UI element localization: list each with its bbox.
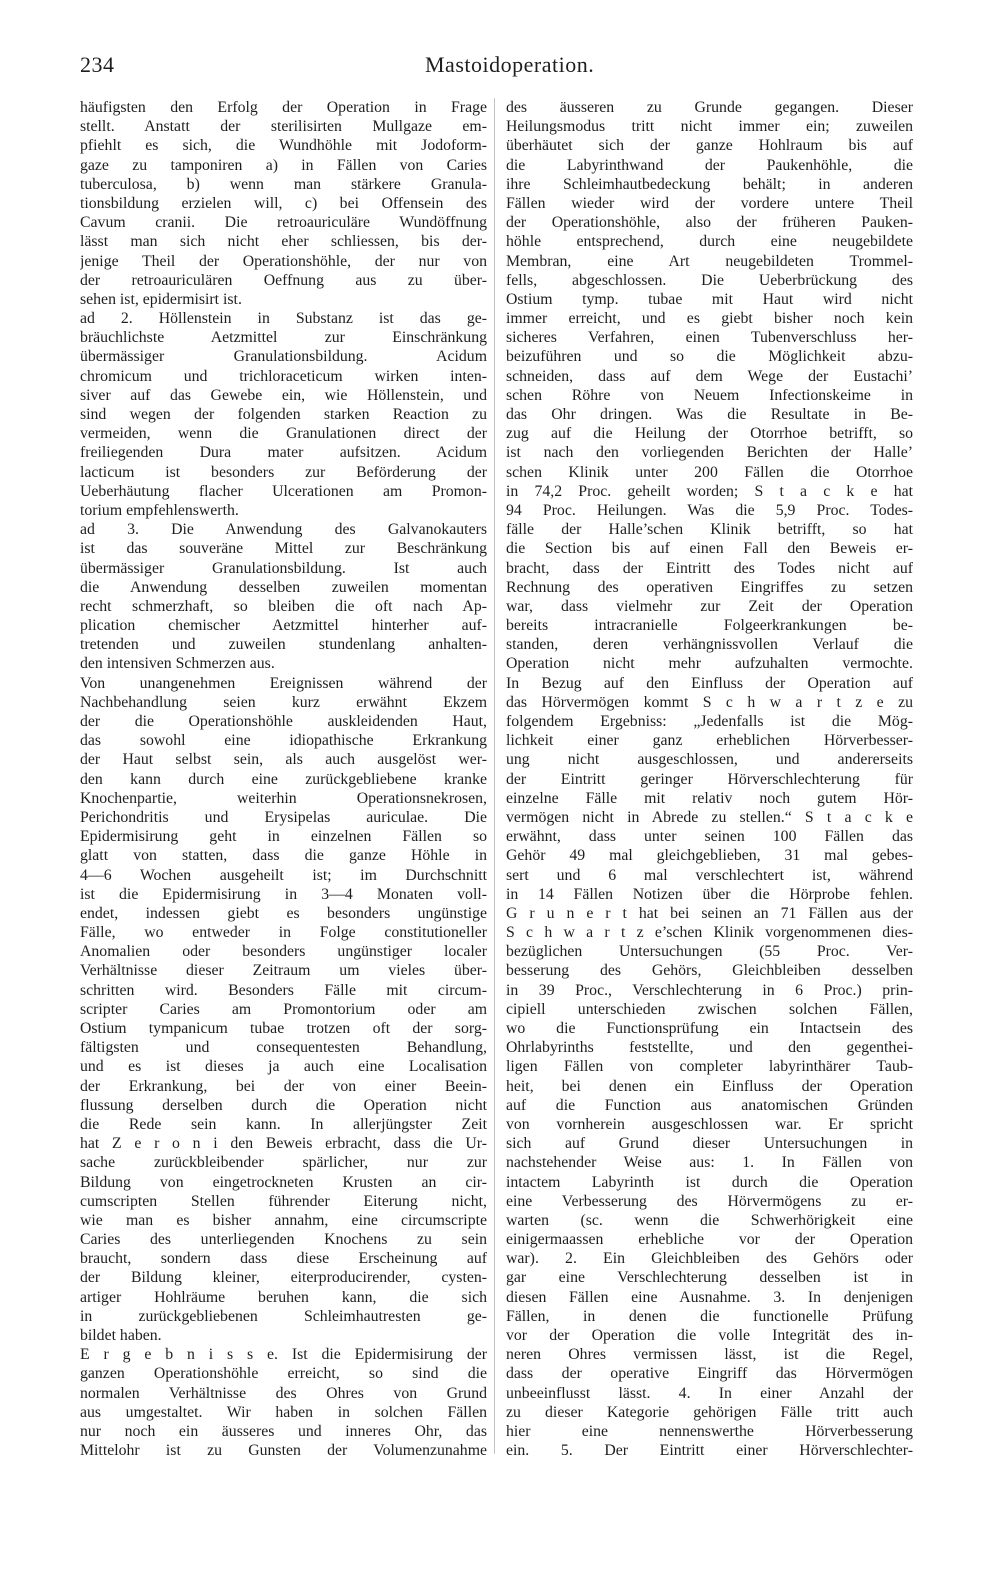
text-line: In Bezug auf den Einfluss der Operation auf xyxy=(506,674,913,692)
text-line: übermässiger Granulationsbildung. Acidum xyxy=(80,348,487,366)
text-line: Fällen, in denen die functionelle Prüfung xyxy=(506,1307,913,1325)
text-line: aus umgestaltet. Wir haben in solchen Fällen xyxy=(80,1403,487,1421)
text-line: der retroauriculären Oeffnung aus zu über- xyxy=(80,271,487,289)
text-line: von vornherein ausgeschlossen war. Er spricht xyxy=(506,1115,913,1133)
text-line: bezüglichen Untersuchungen (55 Proc. Ver- xyxy=(506,943,913,961)
text-line: bräuchlichste Aetzmittel zur Einschränkung xyxy=(80,329,487,347)
text-line: freiliegenden Dura mater aufsitzen. Acidum xyxy=(80,444,487,462)
text-line: ligen Fällen von completer labyrinthärer Taub- xyxy=(506,1058,913,1076)
text-line: in 74,2 Proc. geheilt worden; S t a c k e hat xyxy=(506,482,913,500)
text-line: scripter Caries am Promontorium oder am xyxy=(80,1000,487,1018)
text-line: siver auf das Gewebe ein, wie Höllenstein, und xyxy=(80,386,487,404)
text-line: cipiell unterschieden zwischen solchen Fällen, xyxy=(506,1000,913,1018)
text-line: G r u n e r t hat bei seinen an 71 Fällen aus der xyxy=(506,904,913,922)
text-line: folgendem Ergebniss: „Jedenfalls ist die Mög- xyxy=(506,713,913,730)
text-line: die Rede sein kann. In allerjüngster Zeit xyxy=(80,1115,487,1133)
text-line: Cavum cranii. Die retroauriculäre Wundöffnung xyxy=(80,214,487,232)
text-line: zug auf die Heilung der Otorrhoe betrifft, so xyxy=(506,425,913,443)
text-line: der Operationshöhle, also der früheren Pauken- xyxy=(506,214,913,232)
text-line: das Ohr dringen. Was die Resultate in Be- xyxy=(506,406,913,423)
right-text-column xyxy=(506,98,913,1478)
text-line: beizuführen und so die Möglichkeit abzu- xyxy=(506,348,913,366)
text-line: sehen ist, epidermisirt ist. xyxy=(80,290,242,308)
text-line: nachstehender Weise aus: 1. In Fällen von xyxy=(506,1154,913,1172)
text-line: ist nach den vorliegenden Berichten der Halle’ xyxy=(506,444,913,462)
text-line: Membran, eine Art neugebildeten Trommel- xyxy=(506,252,913,270)
text-line: in zurückgebliebenen Schleimhautresten ge- xyxy=(80,1307,487,1325)
text-line: überhäutet sich der ganze Hohlraum bis auf xyxy=(506,137,913,155)
text-line: immer erreicht, und es giebt bisher noch kein xyxy=(506,310,913,328)
text-line: sind wegen der folgenden starken Reaction zu xyxy=(80,406,487,423)
text-line: diesen Fällen eine Ausnahme. 3. In denjenigen xyxy=(506,1288,913,1306)
text-line: ung nicht ausgeschlossen, und andererseits xyxy=(506,751,913,769)
text-line: fälle der Halle’schen Klinik betrifft, so hat xyxy=(506,521,913,539)
text-line: warten (sc. wenn die Schwerhörigkeit eine xyxy=(506,1211,913,1229)
text-line: tretenden und zuweilen stundenlang anhalten- xyxy=(80,636,487,654)
text-line: vermögen nicht in Abrede zu stellen.“ S t a c k e xyxy=(506,808,913,826)
text-line: 94 Proc. Heilungen. Was die 5,9 Proc. Todes- xyxy=(506,501,913,519)
text-line: häufigsten den Erfolg der Operation in Frage xyxy=(80,99,487,116)
text-line: neren Ohres vermissen lässt, ist die Regel, xyxy=(506,1346,913,1364)
text-line: übermässiger Granulationsbildung. Ist auch xyxy=(80,559,487,577)
text-line: plication chemischer Aetzmittel hinterher auf- xyxy=(80,617,487,635)
text-line: ein. 5. Der Eintritt einer Hörverschlechter- xyxy=(506,1442,913,1460)
text-line: erwähnt, dass unter seinen 100 Fällen das xyxy=(506,828,913,846)
text-line: den kann durch eine zurückgebliebene kranke xyxy=(80,770,487,788)
text-line: chromicum und trichloraceticum wirken inten- xyxy=(80,367,487,385)
text-line: gaze zu tamponiren a) in Fällen von Caries xyxy=(80,156,487,174)
text-line: schen Klinik unter 200 Fällen die Otorrhoe xyxy=(506,463,913,481)
page-header xyxy=(80,52,910,86)
text-line: ist das souveräne Mittel zur Beschränkung xyxy=(80,540,487,558)
text-line: dass der operative Eingriff das Hörvermögen xyxy=(506,1365,913,1383)
text-line: schneiden, dass auf dem Wege der Eustachi’ xyxy=(506,367,913,385)
text-line: jenige Theil der Operationshöhle, der nur von xyxy=(80,252,487,270)
text-line: E r g e b n i s s e. Ist die Epidermisirung der xyxy=(80,1346,487,1364)
text-line: stellt. Anstatt der sterilisirten Mullgaze em- xyxy=(80,118,487,136)
text-line: normalen Verhältnisse des Ohres von Grund xyxy=(80,1384,487,1402)
text-line: ist die Epidermisirung in 3—4 Monaten voll- xyxy=(80,885,487,903)
text-line: Operation nicht mehr aufzuhalten vermochte. xyxy=(506,655,913,673)
text-line: sich auf Grund dieser Untersuchungen in xyxy=(506,1135,913,1153)
text-line: wie man es bisher annahm, eine circumscripte xyxy=(80,1211,487,1229)
text-line: Caries des unterliegenden Knochens zu sein xyxy=(80,1231,487,1249)
text-line: Fälle, wo entweder in Folge constitutioneller xyxy=(80,924,487,942)
text-line: die Labyrinthwand der Paukenhöhle, die xyxy=(506,156,913,174)
text-line: S c h w a r t z e’schen Klinik vorgenommenen dies- xyxy=(506,924,913,942)
text-line: das Hörvermögen kommt S c h w a r t z e zu xyxy=(506,693,913,711)
text-line: tuberculosa, b) wenn man stärkere Granula- xyxy=(80,175,487,193)
text-line: der Eintritt geringer Hörverschlechterung für xyxy=(506,770,913,788)
text-line: wo die Functionsprüfung ein Intactsein des xyxy=(506,1020,913,1037)
text-line: torium empfehlenswerth. xyxy=(80,501,239,519)
text-line: braucht, sondern dass diese Erscheinung auf xyxy=(80,1250,487,1268)
text-line: hier eine nennenswerthe Hörverbesserung xyxy=(506,1422,913,1440)
text-line: war, dass vielmehr zur Zeit der Operation xyxy=(506,597,913,615)
text-line: fältigsten und consequentesten Behandlung, xyxy=(80,1039,487,1057)
text-line: einzelne Fälle mit relativ noch gutem Hör- xyxy=(506,789,913,807)
text-line: hat Z e r o n i den Beweis erbracht, dass die Ur- xyxy=(80,1135,487,1153)
text-line: Ohrlabyrinths feststellte, und den gegenthei- xyxy=(506,1039,913,1057)
text-line: intactem Labyrinth ist durch die Operation xyxy=(506,1173,913,1191)
text-line: Heilungsmodus tritt nicht immer ein; zuweilen xyxy=(506,118,913,136)
text-line: Ueberhäutung flacher Ulcerationen am Promon- xyxy=(80,482,487,500)
text-line: der Haut selbst sein, als auch ausgelöst wer- xyxy=(80,751,487,769)
text-line: Ostium tympanicum tubae trotzen oft der sorg- xyxy=(80,1020,487,1037)
text-line: standen, deren verhängnissvollen Verlauf die xyxy=(506,636,913,654)
text-line: tionsbildung erzielen will, c) bei Offensein des xyxy=(80,194,487,212)
text-line: nur noch ein äusseres und inneres Ohr, das xyxy=(80,1422,487,1440)
text-line: ganzen Operationshöhle erreicht, so sind die xyxy=(80,1365,487,1383)
text-line: Epidermisirung geht in einzelnen Fällen so xyxy=(80,828,487,846)
text-line: Fällen wieder wird der vordere untere Theil xyxy=(506,194,913,212)
text-line: zu dieser Kategorie gehörigen Fälle tritt auch xyxy=(506,1403,913,1421)
text-line: Anomalien oder besonders ungünstiger localer xyxy=(80,943,487,961)
text-line: Gehör 49 mal gleichgeblieben, 31 mal gebes- xyxy=(506,847,913,865)
text-line: 4—6 Wochen ausgeheilt ist; im Durchschnitt xyxy=(80,866,487,884)
text-line: und es ist dieses ja auch eine Localisation xyxy=(80,1058,487,1076)
text-line: ad 3. Die Anwendung des Galvanokauters xyxy=(80,521,487,539)
text-line: artiger Hohlräume beruhen kann, die sich xyxy=(80,1288,487,1306)
text-line: Nachbehandlung seien kurz erwähnt Ekzem xyxy=(80,693,487,711)
text-line: war). 2. Ein Gleichbleiben des Gehörs oder xyxy=(506,1250,913,1268)
text-line: cumscripten Stellen führender Eiterung nicht, xyxy=(80,1192,487,1210)
text-line: fells, abgeschlossen. Die Ueberbrückung des xyxy=(506,271,913,289)
text-line: der die Operationshöhle auskleidenden Haut, xyxy=(80,713,487,730)
text-line: sert und 6 mal verschlechtert ist, während xyxy=(506,866,913,884)
text-line: Mittelohr ist zu Gunsten der Volumenzunahme xyxy=(80,1442,487,1460)
text-line: die Section bis auf einen Fall den Beweis er- xyxy=(506,540,913,558)
text-line: sicheres Verfahren, einen Tubenverschluss her- xyxy=(506,329,913,347)
text-line: heit, bei denen ein Einfluss der Operation xyxy=(506,1077,913,1095)
text-line: einigermaassen erhebliche vor der Operation xyxy=(506,1231,913,1249)
text-line: höhle entsprechend, durch eine neugebildete xyxy=(506,233,913,251)
text-line: Verhältnisse dieser Zeitraum um vieles über- xyxy=(80,962,487,980)
text-line: ad 2. Höllenstein in Substanz ist das ge- xyxy=(80,310,487,328)
text-line: sache zurückbleibender spärlicher, nur zur xyxy=(80,1154,487,1172)
text-line: pfiehlt es sich, die Wundhöhle mit Jodoform- xyxy=(80,137,487,155)
text-line: in 39 Proc., Verschlechterung in 6 Proc.) prin- xyxy=(506,981,913,999)
text-line: das sowohl eine idiopathische Erkrankung xyxy=(80,732,487,750)
text-line: des äusseren zu Grunde gegangen. Dieser xyxy=(506,99,913,116)
text-line: Perichondritis und Erysipelas auriculae. Die xyxy=(80,808,487,826)
text-line: ihre Schleimhautbedeckung behält; in anderen xyxy=(506,175,913,193)
text-line: eine Verbesserung des Hörvermögens zu er- xyxy=(506,1192,913,1210)
text-line: Bildung von eingetrockneten Krusten an cir- xyxy=(80,1173,487,1191)
text-line: den intensiven Schmerzen aus. xyxy=(80,655,275,673)
text-line: der Erkrankung, bei der von einer Beein- xyxy=(80,1077,487,1095)
text-line: flussung derselben durch die Operation nicht xyxy=(80,1096,487,1114)
text-line: bildet haben. xyxy=(80,1327,162,1344)
text-line: recht schmerzhaft, so bleiben die oft nach Ap- xyxy=(80,597,487,615)
text-line: lacticum ist besonders zur Beförderung der xyxy=(80,463,487,481)
text-line: Von unangenehmen Ereignissen während der xyxy=(80,674,487,692)
text-line: die Anwendung desselben zuweilen momentan xyxy=(80,578,487,596)
text-line: vor der Operation die volle Integrität des in- xyxy=(506,1327,913,1344)
text-line: vermeiden, wenn die Granulationen direct der xyxy=(80,425,487,443)
text-line: unbeeinflusst lässt. 4. In einer Anzahl der xyxy=(506,1384,913,1402)
text-line: Knochenpartie, weiterhin Operationsnekrosen, xyxy=(80,789,487,807)
text-line: in 14 Fällen Notizen über die Hörprobe fehlen. xyxy=(506,885,913,903)
text-line: Rechnung des operativen Eingriffes zu setzen xyxy=(506,578,913,596)
text-line: lässt man sich nicht eher schliessen, bis der- xyxy=(80,233,487,251)
text-line: lichkeit einer ganz erheblichen Hörverbesser- xyxy=(506,732,913,750)
text-line: auf die Function aus anatomischen Gründen xyxy=(506,1096,913,1114)
text-line: glatt von statten, dass die ganze Höhle in xyxy=(80,847,487,865)
left-text-column xyxy=(80,98,487,1478)
text-line: Ostium tymp. tubae mit Haut wird nicht xyxy=(506,290,913,308)
text-line: bracht, dass der Eintritt des Todes nicht auf xyxy=(506,559,913,577)
text-line: schritten wird. Besonders Fälle mit circum- xyxy=(80,981,487,999)
page-number: 234 xyxy=(80,52,115,77)
text-line: der Bildung kleiner, eiterproducirender, cysten- xyxy=(80,1269,487,1287)
running-title: Mastoidoperation. xyxy=(425,52,595,77)
text-line: schen Röhre von Neuem Infectionskeime in xyxy=(506,386,913,404)
text-line: besserung des Gehörs, Gleichbleiben desselben xyxy=(506,962,913,980)
text-line: endet, indessen giebt es besonders ungünstige xyxy=(80,904,487,922)
text-line: bereits intracranielle Folgeerkrankungen be- xyxy=(506,617,913,635)
column-divider xyxy=(494,98,495,1454)
text-line: gar eine Verschlechterung desselben ist in xyxy=(506,1269,913,1287)
